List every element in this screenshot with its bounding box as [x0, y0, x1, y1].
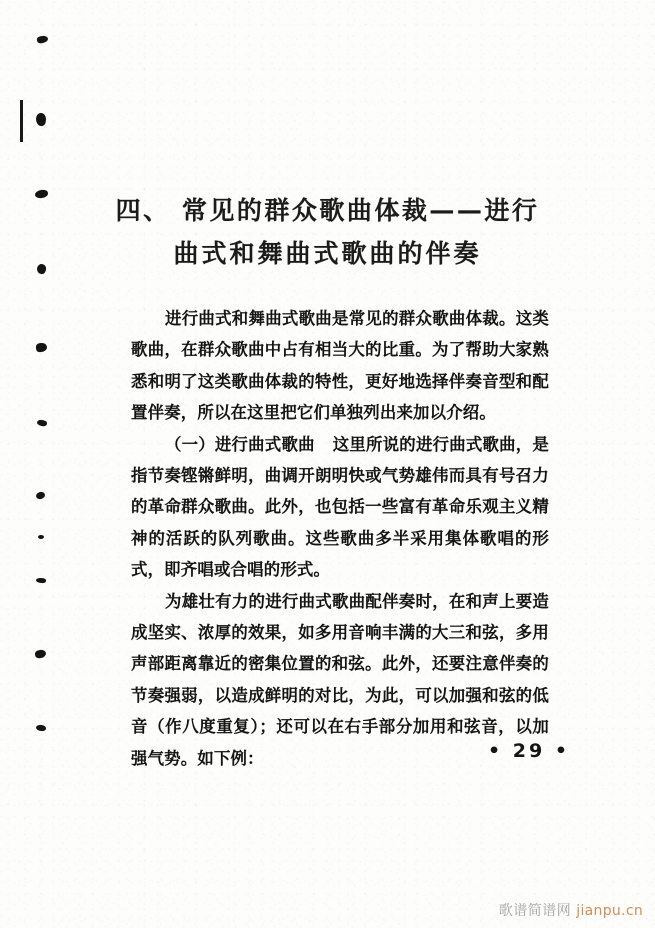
spine-shadow-bar — [20, 100, 23, 142]
scan-blot — [38, 535, 44, 539]
paragraph-section-one — [131, 429, 549, 586]
scan-blot — [36, 577, 47, 583]
scan-blot — [36, 343, 48, 353]
page-title-line-1: 四、 常见的群众歌曲体裁——进行 — [115, 196, 540, 225]
paragraph-accompaniment-text: 为雄壮有力的进行曲式歌曲配伴奏时，在和声上要造成坚实、浓厚的效果，如多用音响丰满的大三和弦，多用声部距离靠近的密集位置的和弦。此外，还要注意伴奏的节奏强弱，以造成鲜明的对比，为此，可以加强和弦的低音（作八度重复）；还可以在右手部分加用和弦音，以加强气势。如下例： — [131, 591, 549, 768]
body-text — [131, 303, 549, 774]
scan-blot — [35, 113, 46, 127]
paragraph-section-one-text: 这里所说的进行曲式歌曲，是指节奏铿锵鲜明，曲调开朗明快或气势雄伟而具有号召力的革命群众歌曲。此外，也包括一些富有革命乐观主义精神的活跃的队列歌曲。这些歌曲多半采用集体歌唱的形式，即齐唱或合唱的形式。 — [131, 434, 549, 580]
scan-blot — [37, 419, 48, 427]
paragraph-intro — [131, 303, 549, 429]
paragraph-section-one-lead: （一）进行曲式歌曲 — [165, 434, 315, 454]
watermark — [499, 900, 643, 920]
scan-blot — [36, 35, 48, 44]
scan-blot — [36, 725, 46, 732]
scan-artifact-layer — [0, 0, 70, 928]
paragraph-intro-text: 进行曲式和舞曲式歌曲是常见的群众歌曲体裁。这类歌曲，在群众歌曲中占有相当大的比重。为了帮助大家熟悉和明了这类歌曲体裁的特性，更好地选择伴奏音型和配置伴奏，所以在这里把它们单独列出来加以介绍。 — [131, 309, 549, 423]
scan-blot — [35, 491, 46, 500]
page-title-line-2: 曲式和舞曲式歌曲的伴奏 — [173, 239, 482, 268]
page-title — [0, 189, 655, 275]
watermark-site-url: jianpu.cn — [576, 903, 643, 919]
watermark-site-name: 歌谱简谱网 — [498, 903, 572, 919]
page-number: • 29 • — [488, 740, 570, 762]
scan-blot — [34, 649, 46, 659]
